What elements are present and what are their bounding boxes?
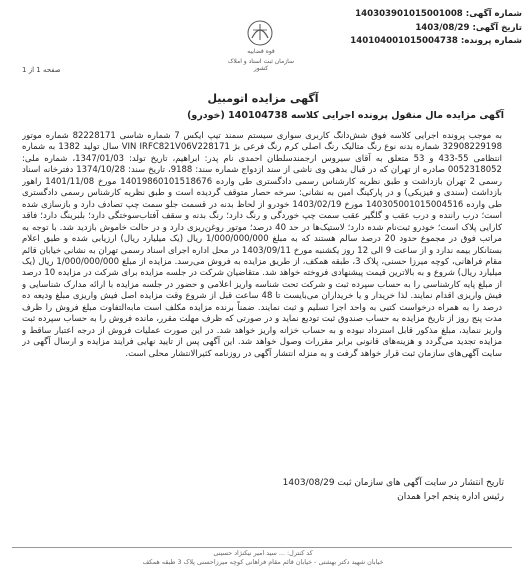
issuing-office: رئیس اداره پنجم اجرا همدان [397,492,504,502]
notice-body [22,131,502,466]
notice-date-value: 1403/08/29 [415,22,470,33]
notice-number-label: شماره آگهی: [465,9,522,19]
file-number-value: 140104001015004738 [350,36,458,46]
notice-body-paragraph: به موجب پرونده اجرایی کلاسه فوق شش‌دانگ کاربری سواری سیستم سمند تیپ ایکس 7 شماره شاسی 82228171 شماره موتور 32908229198 شماره بدنه نوع رنگ متالیک رنگ اصلی کرم رنگ فرعی بژ VIN IRFC821V06V228171 سال تولید 1382 به شماره انتظامی 55-433 و 53 متعلق به آقای سیروس ارجمندسلطان احمدی نام پدر: ابراهیم، تاریخ تولد: 1347/01/03، شماره ملی: 0052318052 صادره از تهران که در قبال بدهی وی ناشی از سند ازدواج شماره سند: 9188، تاریخ سند: 1374/10/28 دفترخانه اسناد رسمی 2 تهران بازداشت و طبق نظریه کارشناس رسمی دادگستری طی وارده 14019860101518676 مورخ 1401/11/08 راهور بازداشت (سندی و فیزیکی) و در پارکینگ امین به نشانی: سرخه حصار متوقف گردیده است و طبق نظریه کارشناس رسمی دادگستری طی وارده 140305001015004516 مورخ 1403/02/19 خودرو از لحاظ بدنه در قسمت جلو سمت چپ تصادف دارد و بازسازی شده است؛ درب راننده و درب عقب و گلگیر عقب سمت چپ خوردگی و رنگ دارد؛ رنگ بدنه و سقف آفتاب‌سوختگی دارد؛ بلبرینگ دارد؛ فاقد کارایی پلاک است؛ خودرو ثبت‌نام شده دارد؛ لاستیک‌ها در حد 40 درصد؛ موتور روغن‌ریزی دارد و در حالت خاموش بازدید شد. با توجه به مراتب فوق در مجموع حدود 20 درصد سالم هستند که به مبلغ 1/000/000/000 ریال (یک میلیارد ریال) ارزیابی شده و طبق اعلام بستانکار بیمه ندارد و از ساعت 9 الی 12 روز یکشنبه مورخ 1403/09/11 در محل اداره اجرای اسناد رسمی تهران به نشانی خیابان قائم مقام فراهانی، کوچه میرزا حسنی، پلاک 3، طبقه همکف، از طریق مزایده به فروش می‌رسد. مزایده از مبلغ 1/000/000/000 ریال (یک میلیارد ریال) شروع و به بالاترین قیمت پیشنهادی فروخته خواهد شد. متقاضیان شرکت در جلسه مزایده برای شرکت در مزایده 10 درصد از مبلغ پایه کارشناسی را به حساب سپرده ثبت و شرکت تحت شناسه واریز اعلامی و حضور در جلسه مزایده با ارائه مدارک شناسایی و فیش واریزی اقدام نمایند. لذا خریدار و یا خریداران می‌بایست تا 48 ساعت قبل از شروع وقت مزایده اصل فیش واریزی مبلغ ودیعه ده درصد را به همراه درخواست کتبی به واحد اجرا تسلیم و ثبت نمایند. ضمناً برنده مزایده مکلف است مابه‌التفاوت مبلغ فروش را ظرف مدت پنج روز از تاریخ مزایده به حساب صندوق ثبت تودیع نماید و در صورتی که ظرف مهلت مقرر، مانده فروش را به حساب سپرده ثبت واریز ننماید، مبلغ مذکور قابل استرداد نبوده و به حساب خزانه واریز خواهد شد. در این صورت عملیات فروش از درجه اعتبار ساقط و مزایده تجدید می‌گردد و هزینه‌های قانونی برابر مقررات وصول خواهد شد. این آگهی پس از تایید نهایی فرایند مزایده و ارسال آگهی در سایت آگهی‌های سازمان ثبت قرار خواهد گرفت و به منزله انتشار آگهی در روزنامه کثیرالانتشار محلی است. [22,131,502,359]
footer-divider [12,547,512,548]
notice-title: آگهی مزایده اتومبیل [207,92,319,105]
page-number: صفحه 1 از 1 [22,66,61,74]
notice-date-row [366,22,522,36]
notice-number-value: 140303901015001008 [355,9,463,19]
file-number-row [350,35,522,49]
control-stamp: کد کنترل: ... سید امیر نیکنژاد حسینی [213,549,313,557]
notice-date-label: تاریخ آگهی: [472,22,522,33]
emblem-caption-judiciary: قوه قضاییه [247,48,275,55]
emblem-caption-registry: سازمان ثبت اسناد و املاک کشور [228,58,294,72]
file-number-label: شماره پرونده: [460,36,522,46]
notice-subtitle: آگهی مزایده مال منقول پرونده اجرایی کلاسه 140104738 (خودرو) [187,110,504,121]
office-address: خیابان شهید دکتر بهشتی - خیابان قائم مقام فراهانی کوچه میرزاحسنی پلاک 3 طبقه همکف [142,558,384,566]
notice-meta [350,8,522,49]
judiciary-emblem-icon [232,18,288,48]
notice-number-row [355,8,522,22]
publish-date: تاریخ انتشار در سایت آگهی های سازمان ثبت 1403/08/29 [282,478,504,488]
